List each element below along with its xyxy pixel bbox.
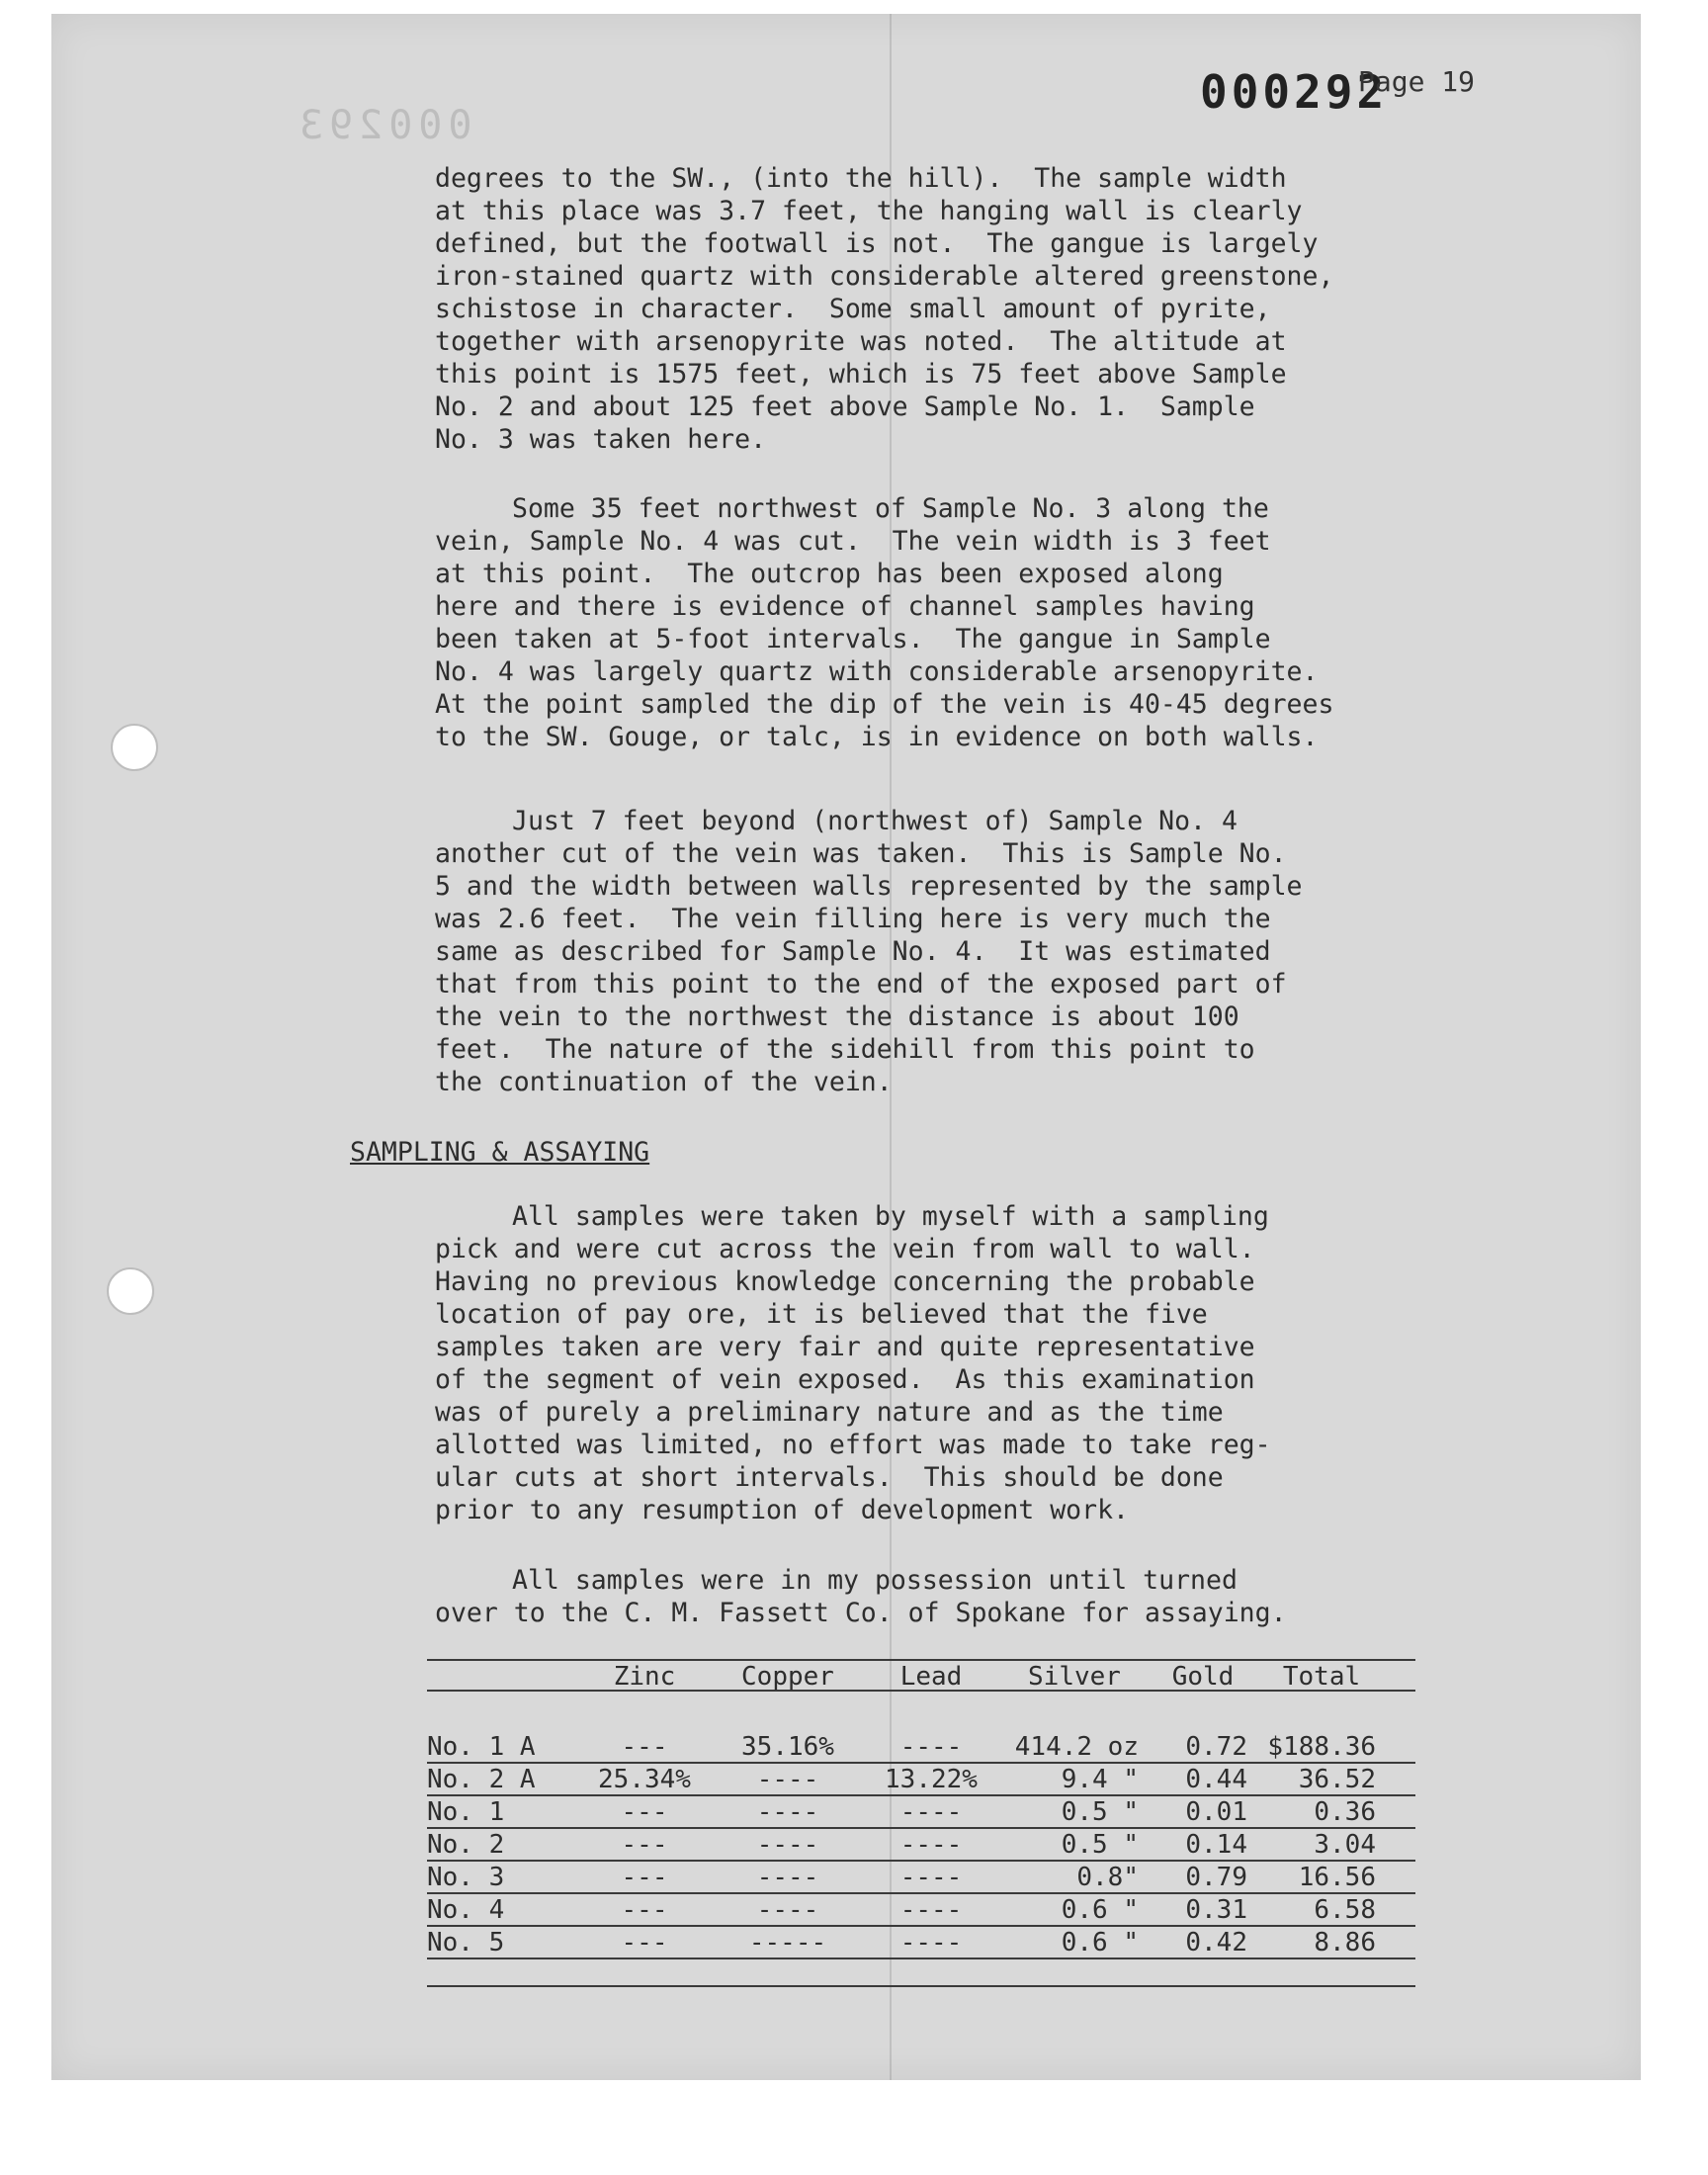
table-cell: ---	[621, 1830, 668, 1860]
table-cell: 13.22%	[885, 1765, 978, 1794]
table-cell: No. 1	[427, 1797, 505, 1827]
table-row	[427, 1796, 1415, 1829]
table-cell: No. 2 A	[427, 1765, 536, 1794]
table-cell: 0.8"	[1076, 1863, 1139, 1892]
paragraph-3-text: Just 7 feet beyond (northwest of) Sample No. 4 another cut of the vein was taken. This is Sample No. 5 and the width between walls represented by the sample was 2.6 feet. The vein filling here is very much the same as described for Sample No. 4. It was estimated that from this point to the end of the exposed part of the vein to the northwest the distance is about 100 feet. The nature of the sidehill from this point to the continuation of the vein.	[435, 806, 1303, 1097]
table-cell: ----	[899, 1732, 963, 1762]
table-row	[427, 1894, 1415, 1927]
table-cell: ----	[899, 1863, 963, 1892]
paragraph-4	[435, 1200, 1423, 1526]
table-spacer	[427, 1692, 1415, 1731]
table-cell: 0.5 "	[1061, 1797, 1139, 1827]
table-cell: No. 1 A	[427, 1732, 536, 1762]
table-cell: 0.42	[1185, 1928, 1247, 1958]
paragraph-5-text: All samples were in my possession until turned over to the C. M. Fassett Co. of Spokane for assaying.	[435, 1565, 1287, 1628]
paragraph-3	[435, 805, 1423, 1098]
paragraph-2-text: Some 35 feet northwest of Sample No. 3 along the vein, Sample No. 4 was cut. The vein width is 3 feet at this point. The outcrop has been exposed along here and there is evidence of channel samples having been taken at 5-foot intervals. The gangue in Sample No. 4 was largely quartz with considerable arsenopyrite. At the point sampled the dip of the vein is 40-45 degrees to the SW. Gouge, or talc, is in evidence on both walls.	[435, 493, 1334, 752]
paragraph-5	[435, 1564, 1423, 1629]
table-cell: ---	[621, 1895, 668, 1925]
header-cell: Copper	[741, 1662, 834, 1692]
table-cell: 16.56	[1298, 1863, 1376, 1892]
table-cell: 9.4 "	[1061, 1765, 1139, 1794]
table-bottom-rule	[427, 1959, 1415, 1987]
table-cell: ---	[621, 1928, 668, 1958]
table-cell: ----	[899, 1928, 963, 1958]
assay-table	[427, 1659, 1415, 1987]
table-cell: 0.79	[1185, 1863, 1247, 1892]
table-cell: ----	[756, 1797, 819, 1827]
table-cell: 0.72	[1185, 1732, 1247, 1762]
header-cell: Lead	[899, 1662, 963, 1692]
table-row	[427, 1764, 1415, 1796]
table-cell: ----	[756, 1765, 819, 1794]
table-row	[427, 1862, 1415, 1894]
table-cell: 0.14	[1185, 1830, 1247, 1860]
table-cell: 0.01	[1185, 1797, 1247, 1827]
paragraph-1-text: degrees to the SW., (into the hill). The sample width at this place was 3.7 feet, the hanging wall is clearly defined, but the footwall is not. The gangue is largely iron-stained quartz with considerable altered greenstone, schistose in character. Some small amount of pyrite, together with arsenopyrite was noted. The altitude at this point is 1575 feet, which is 75 feet above Sample No. 2 and about 125 feet above Sample No. 1. Sample No. 3 was taken here.	[435, 163, 1334, 455]
table-cell: 36.52	[1298, 1765, 1376, 1794]
assay-table-header	[427, 1659, 1415, 1692]
header-cell: Zinc	[613, 1662, 676, 1692]
table-cell: 6.58	[1314, 1895, 1376, 1925]
table-cell: 0.6 "	[1061, 1895, 1139, 1925]
table-cell: 414.2 oz	[1014, 1732, 1139, 1762]
table-cell: ---	[621, 1732, 668, 1762]
paragraph-1	[435, 162, 1423, 456]
section-heading: SAMPLING & ASSAYING	[350, 1137, 650, 1168]
header-cell: Total	[1282, 1662, 1361, 1692]
table-cell: ----	[756, 1863, 819, 1892]
table-cell: ----	[756, 1830, 819, 1860]
table-cell: 0.31	[1185, 1895, 1247, 1925]
table-cell: 8.86	[1314, 1928, 1376, 1958]
table-cell: 35.16%	[741, 1732, 834, 1762]
table-cell: 0.5 "	[1061, 1830, 1139, 1860]
table-cell: ---	[621, 1797, 668, 1827]
table-cell: ----	[899, 1895, 963, 1925]
scanned-page	[51, 14, 1641, 2080]
table-cell: 0.44	[1185, 1765, 1247, 1794]
bleed-through-number: 000293	[294, 103, 472, 148]
header-cell: Gold	[1171, 1662, 1235, 1692]
header-cell	[427, 1661, 575, 1694]
table-cell: No. 4	[427, 1895, 505, 1925]
table-cell: ----	[756, 1895, 819, 1925]
table-row	[427, 1927, 1415, 1959]
table-cell: No. 5	[427, 1928, 505, 1958]
table-cell: 3.04	[1314, 1830, 1376, 1860]
table-cell: 25.34%	[598, 1765, 691, 1794]
table-row	[427, 1829, 1415, 1862]
paragraph-2	[435, 492, 1423, 753]
table-cell: No. 2	[427, 1830, 505, 1860]
table-cell: $188.36	[1267, 1732, 1376, 1762]
punch-hole-top	[111, 724, 158, 771]
table-cell: ----	[899, 1797, 963, 1827]
page-number: Page 19	[1358, 65, 1476, 98]
table-cell: No. 3	[427, 1863, 505, 1892]
table-cell: ----	[899, 1830, 963, 1860]
document-number: 000292	[1200, 65, 1389, 119]
paragraph-4-text: All samples were taken by myself with a sampling pick and were cut across the vein from wall to wall. Having no previous knowledge concerning the probable location of pay ore, it is believed that the five samples taken are very fair and quite representative of the segment of vein exposed. As this examination was of purely a preliminary nature and as the time allotted was limited, no effort was made to take reg- ular cuts at short intervals. This should be done prior to any resumption of development work.	[435, 1201, 1271, 1525]
punch-hole-bottom	[107, 1267, 154, 1315]
table-cell: -----	[748, 1928, 827, 1958]
table-cell: ---	[621, 1863, 668, 1892]
table-cell: 0.6 "	[1061, 1928, 1139, 1958]
table-row	[427, 1731, 1415, 1764]
header-cell: Silver	[1028, 1662, 1121, 1692]
table-cell: 0.36	[1314, 1797, 1376, 1827]
